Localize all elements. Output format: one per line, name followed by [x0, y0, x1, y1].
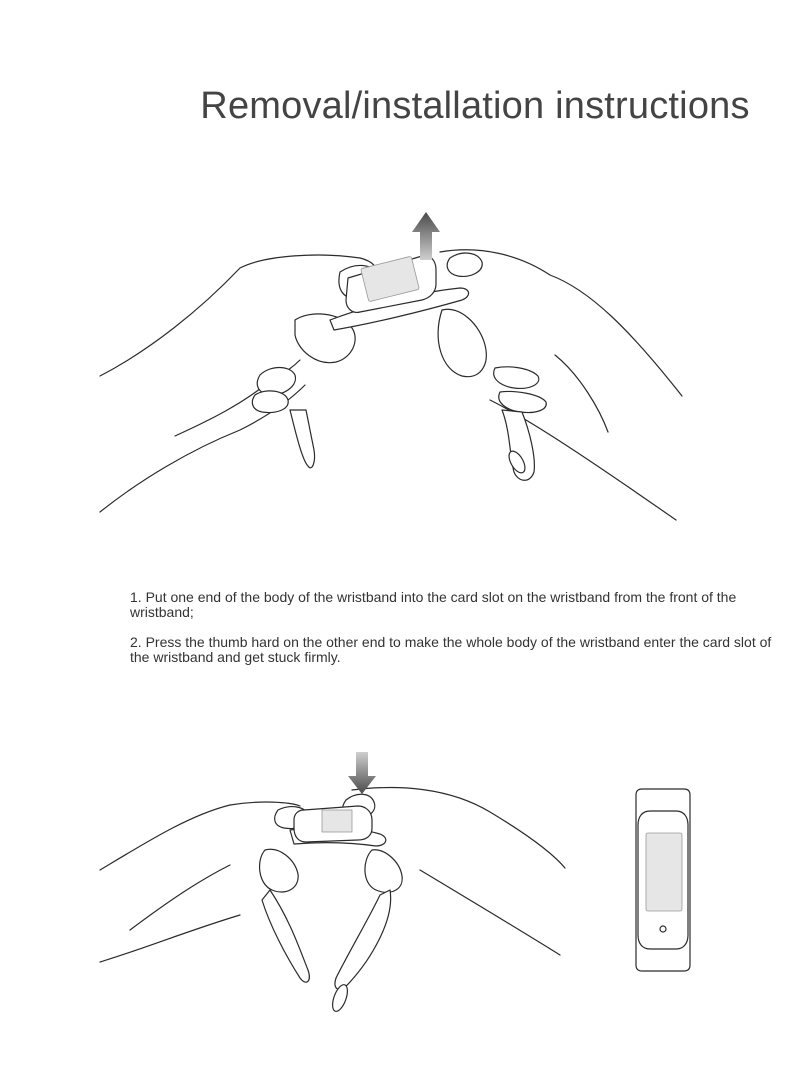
page-title: Removal/installation instructions — [200, 85, 750, 128]
wristband-illustration — [628, 785, 698, 975]
installation-illustration — [90, 750, 580, 1030]
instructions — [130, 590, 780, 680]
removal-illustration — [90, 200, 690, 530]
step-2: 2. Press the thumb hard on the other end to make the whole body of the wristband enter the card slot of the wristband and get stuck firmly. — [130, 634, 772, 665]
left-hand — [100, 255, 379, 512]
right-hand — [438, 250, 682, 520]
step-1: 1. Put one end of the body of the wristband into the card slot on the wristband from the front of the wristband; — [130, 589, 737, 620]
arrow-up-icon — [412, 212, 440, 260]
left-hand — [100, 802, 309, 982]
capsule-screen — [646, 833, 682, 911]
sensor-dot — [660, 926, 666, 932]
